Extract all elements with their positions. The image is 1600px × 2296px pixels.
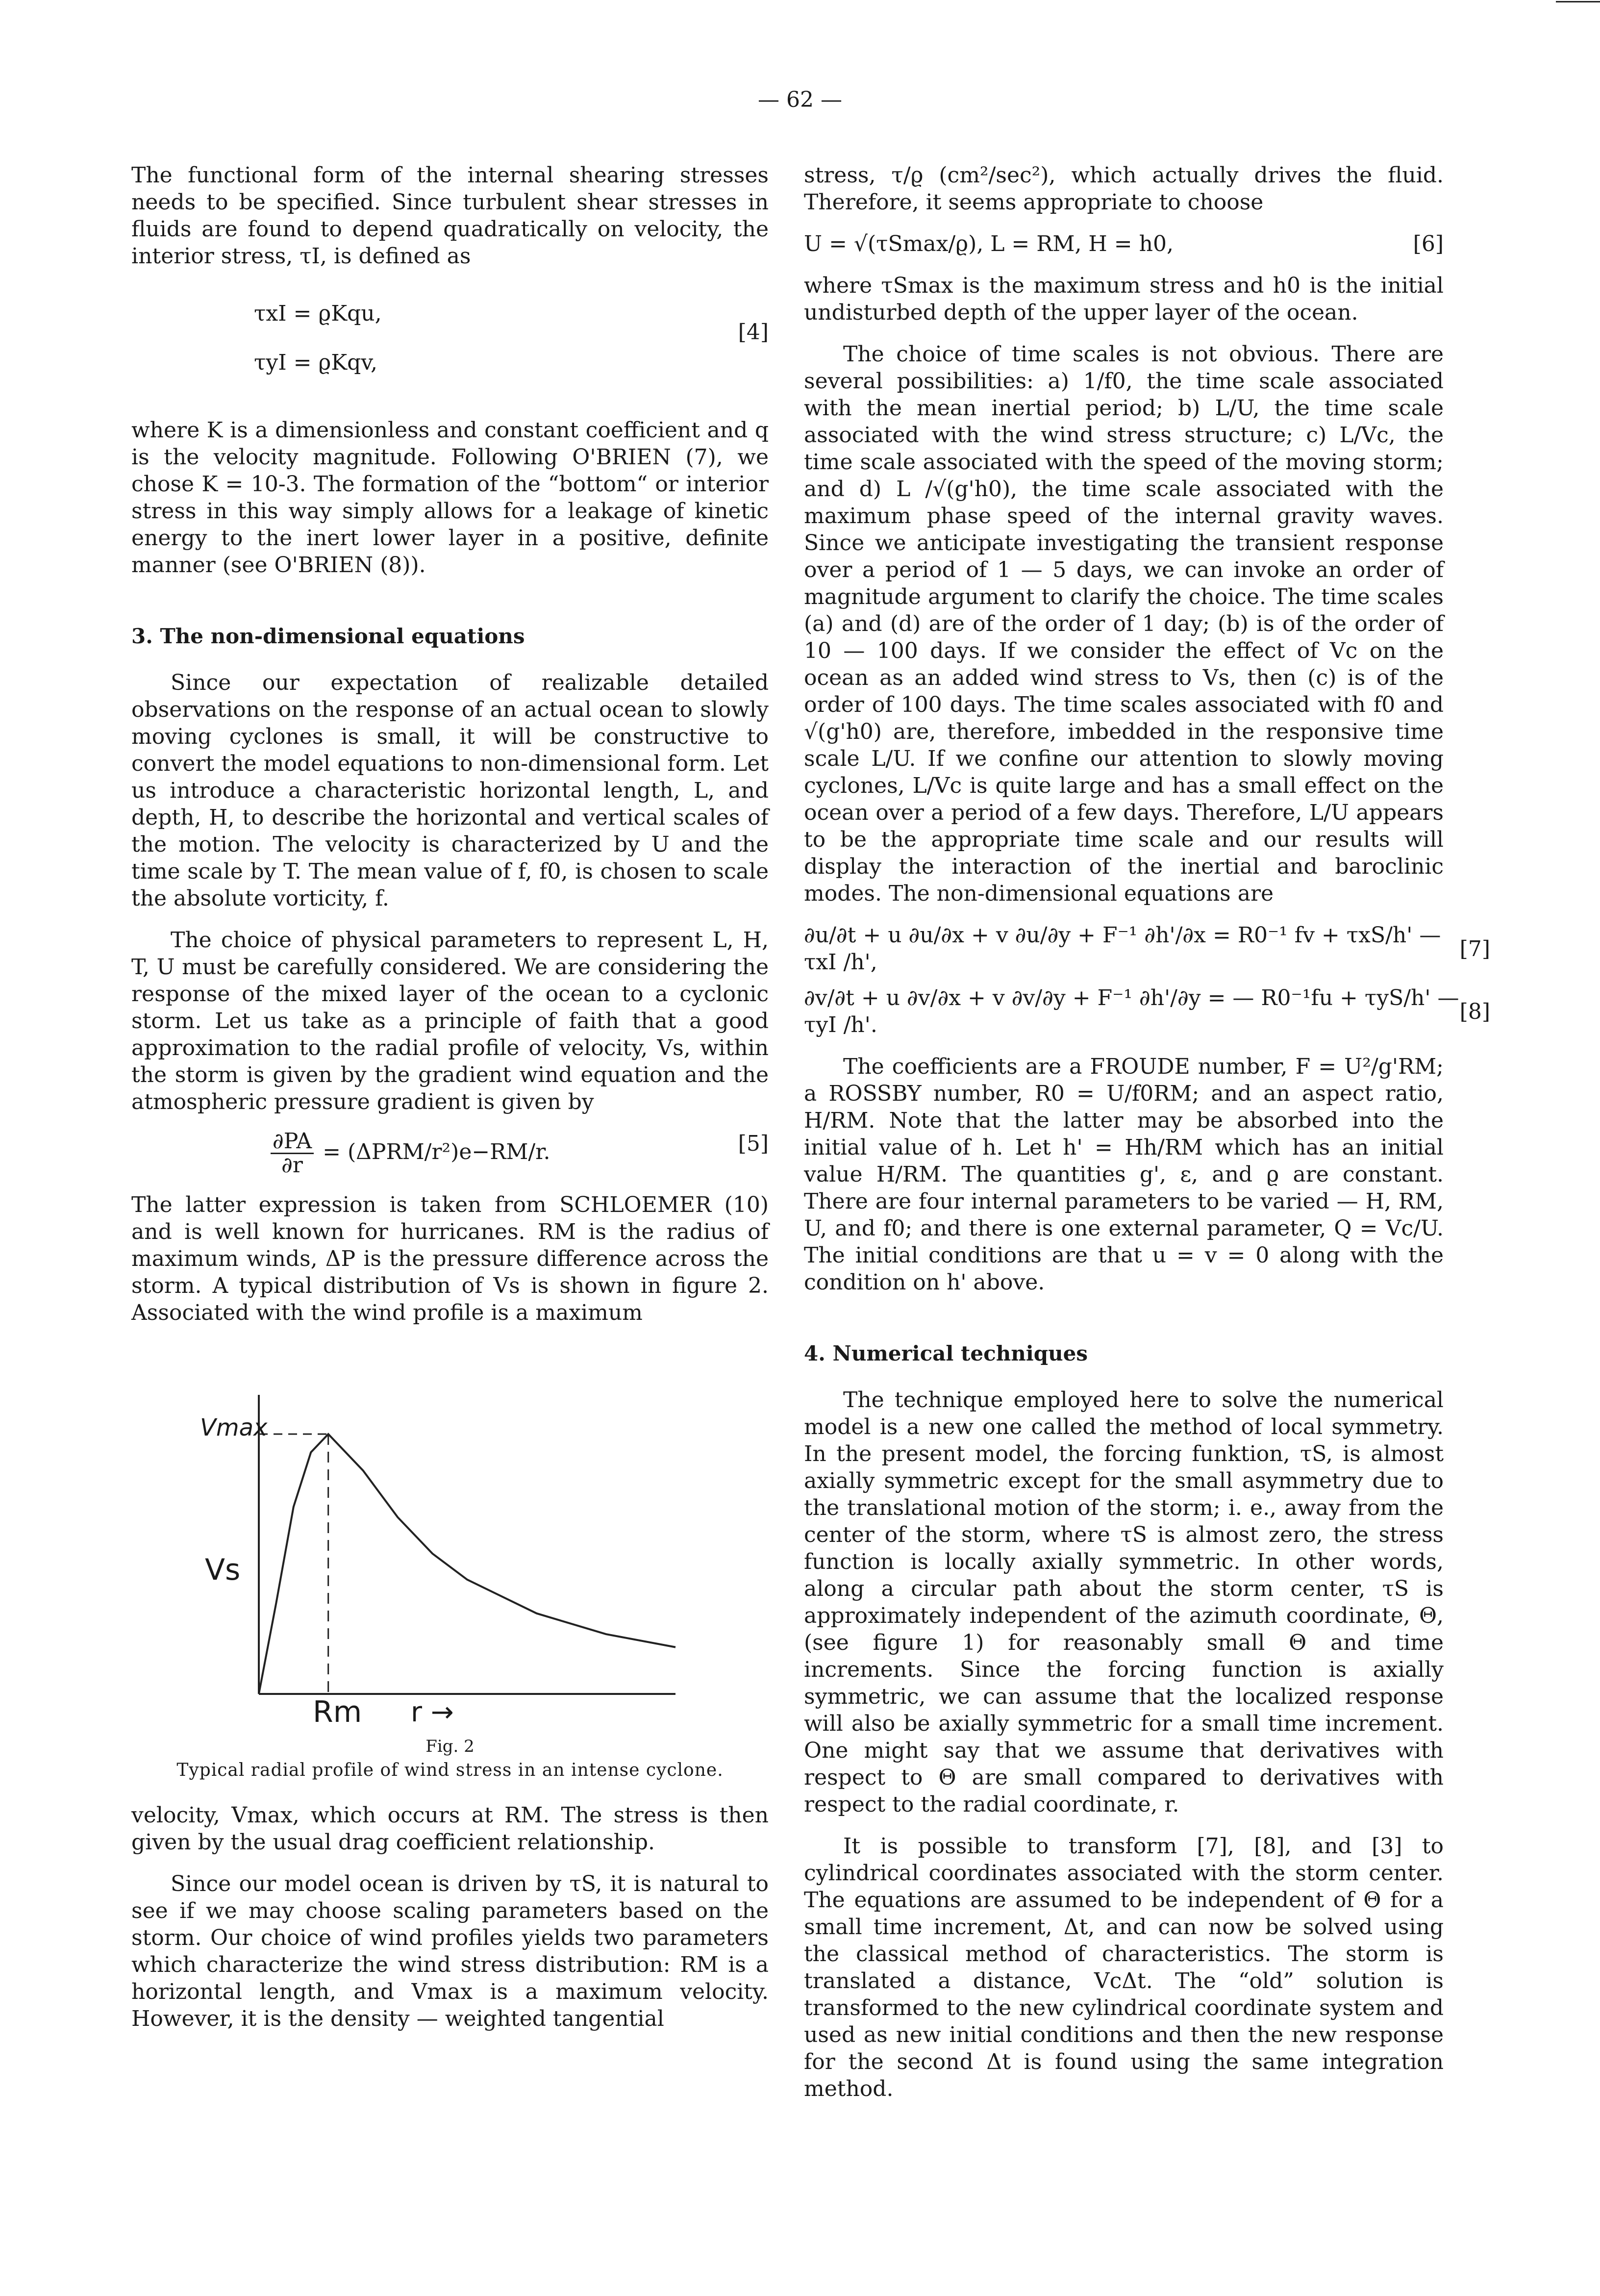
equation-8-body: ∂v/∂t + u ∂v/∂x + v ∂v/∂y + F⁻¹ ∂h'/∂y = — R0⁻¹fu + τyS/h' — τyI /h'. [804, 985, 1459, 1037]
equation-7 [804, 922, 1490, 976]
equation-6 [804, 230, 1444, 257]
r-axis-label: r → [411, 1696, 454, 1728]
equation-number: [7] [1459, 936, 1490, 961]
paragraph: The choice of physical parameters to represent L, H, T, U must be carefully considered. We are considering the response of the mixed layer of the ocean to a cyclonic storm. Let us take as a principle of faith that a good approximation to the radial profile of velocity, Vs, within the storm is given by the gradient wind equation and the atmospheric pressure gradient is given by [131, 928, 769, 1114]
paragraph: The choice of time scales is not obvious. There are several possibilities: a) 1/f0, the time scale associated with the mean inertial period; b) L/U, the time scale associated with the wind stress structure; c) L/Vc, the time scale associated with the speed of the moving storm; and d) L /√(g'h0), the time scale associated with the maximum phase speed of the internal gravity waves. Since we anticipate investigating the transient response over a period of 1 — 5 days, we can invoke an order of magnitude argument to clarify the choice. The time scales (a) and (d) are of the order of 1 day; (b) is of the order of 10 — 100 days. If we consider the effect of Vc on the ocean as an added wind stress to Vs, then (c) is of the order of 100 days. The time scales associated with f0 and √(g'h0) are, therefore, imbedded in the responsive time scale L/U. If we confine our attention to slowly moving cyclones, L/Vc is quite large and has a small effect on the ocean over a period of a few days. Therefore, L/U appears to be the appropriate time scale and our results will display the interaction of the inertial and baroclinic modes. The non-dimensional equations are [804, 342, 1444, 906]
page-number: — 62 — [758, 87, 842, 112]
scan-edge-line [1556, 1, 1600, 2]
equation-8 [804, 984, 1490, 1038]
wind-profile-curve [259, 1434, 675, 1694]
equation-4 [131, 289, 769, 387]
paragraph: The functional form of the internal shearing stresses needs to be specified. Since turbulent shear stresses in fluids are found to depend quadratically on velocity, the interior stress, τI, is defined as [131, 163, 769, 269]
paragraph: where τSmax is the maximum stress and h0 is the initial undisturbed depth of the upper layer of the ocean. [804, 273, 1444, 325]
paragraph: velocity, Vmax, which occurs at RM. The stress is then given by the usual drag coefficient relationship. [131, 1803, 769, 1855]
equation-6-body: U = √(τSmax/ϱ), L = RM, H = h0, [804, 231, 1174, 256]
equation-4-line-b: τyI = ϱKqv, [254, 350, 377, 375]
paragraph: It is possible to transform [7], [8], and [3] to cylindrical coordinates associated with the storm center. The equations are assumed to be independent of Θ for a small time increment, Δt, and can now be solved using the classical method of characteristics. The storm is translated a distance, VcΔt. The “old” solution is transformed to the new cylindrical coordinate system and used as new initial conditions and then the new response for the second Δt is found using the same integration method. [804, 1834, 1444, 2101]
right-column [804, 162, 1490, 2117]
paragraph: The coefficients are a FROUDE number, F = U²/g'RM; a ROSSBY number, R0 = U/f0RM; and an aspect ratio, H/RM. Note that the latter may be absorbed into the initial value of h. Let h' = Hh/RM which has an initial value H/RM. The quantities g', ε, and ϱ are constant. There are four internal parameters to be varied — H, RM, U, and f0; and there is one external parameter, Q = Vc/U. The initial conditions are that u = v = 0 along with the condition on h' above. [804, 1054, 1444, 1295]
figure-label: Fig. 2 [425, 1737, 475, 1756]
figure-2 [131, 1380, 769, 1782]
equation-7-body: ∂u/∂t + u ∂u/∂x + v ∂u/∂y + F⁻¹ ∂h'/∂x = R0⁻¹ fv + τxS/h' — τxI /h', [804, 923, 1441, 975]
paragraph: The technique employed here to solve the numerical model is a new one called the method of local symmetry. In the present model, the forcing funktion, τS, is almost axially symmetric except for the small asymmetry due to the translational motion of the storm; i. e., away from the center of the storm, where τS is almost zero, the stress function is locally axially symmetric. In other words, along a circular path about the storm center, τS is approximately independent of the azimuth coordinate, Θ, (see figure 1) for reasonably small Θ and time increments. Since the forcing function is axially symmetric, we can assume that the localized response will also be axially symmetric for a small time increment. One might say that we assume that derivatives with respect to Θ are small compared to derivatives with respect to the radial coordinate, r. [804, 1388, 1444, 1817]
equation-5-rhs: = (ΔPRM/r²)e−RM/r. [323, 1139, 550, 1164]
rm-label: Rm [313, 1695, 362, 1729]
fraction-numerator: ∂PA [271, 1130, 314, 1154]
equation-5 [131, 1130, 769, 1177]
equation-number: [6] [1413, 231, 1444, 256]
equation-number: [4] [738, 320, 769, 345]
paragraph: where K is a dimensionless and constant coefficient and q is the velocity magnitude. Following O'BRIEN (7), we chose K = 10-3. The formation of the “bottom“ or interior stress in this way simply allows for a leakage of kinetic energy to the inert lower layer in a positive, definite manner (see O'BRIEN (8)). [131, 418, 769, 578]
figure-caption: Typical radial profile of wind stress in an intense cyclone. [176, 1760, 724, 1780]
paragraph: Since our expectation of realizable detailed observations on the response of an actual ocean to slowly moving cyclones is small, it will be constructive to convert the model equations to non-dimensional form. Let us introduce a characteristic horizontal length, L, and depth, H, to describe the horizontal and vertical scales of the motion. The velocity is characterized by U and the time scale by T. The mean value of f, f0, is chosen to scale the absolute vorticity, f. [131, 670, 769, 911]
equation-number: [8] [1459, 999, 1490, 1024]
left-column [131, 162, 769, 2047]
fraction [271, 1130, 314, 1177]
paragraph: Since our model ocean is driven by τS, it is natural to see if we may choose scaling parameters based on the storm. Our choice of wind profiles yields two parameters which characterize the wind stress distribution: RM is a horizontal length, and Vmax is a maximum velocity. However, it is the density — weighted tangential [131, 1871, 769, 2031]
vmax-label: Vmax [200, 1414, 268, 1441]
paragraph: stress, τ/ϱ (cm²/sec²), which actually drives the fluid. Therefore, it seems appropriate to choose [804, 163, 1444, 215]
equation-4-line-a: τxI = ϱKqu, [254, 301, 382, 326]
vs-axis-label: Vs [205, 1553, 241, 1587]
paragraph: The latter expression is taken from SCHLOEMER (10) and is well known for hurricanes. RM is the radius of maximum winds, ΔP is the pressure difference across the storm. A typical distribution of Vs is shown in figure 2. Associated with the wind profile is a maximum [131, 1192, 769, 1325]
equation-number: [5] [738, 1131, 769, 1156]
section-heading: 4. Numerical techniques [804, 1341, 1088, 1365]
equation-5-body [131, 1130, 550, 1177]
section-heading: 3. The non-dimensional equations [131, 624, 525, 648]
fraction-denominator: ∂r [281, 1153, 303, 1178]
